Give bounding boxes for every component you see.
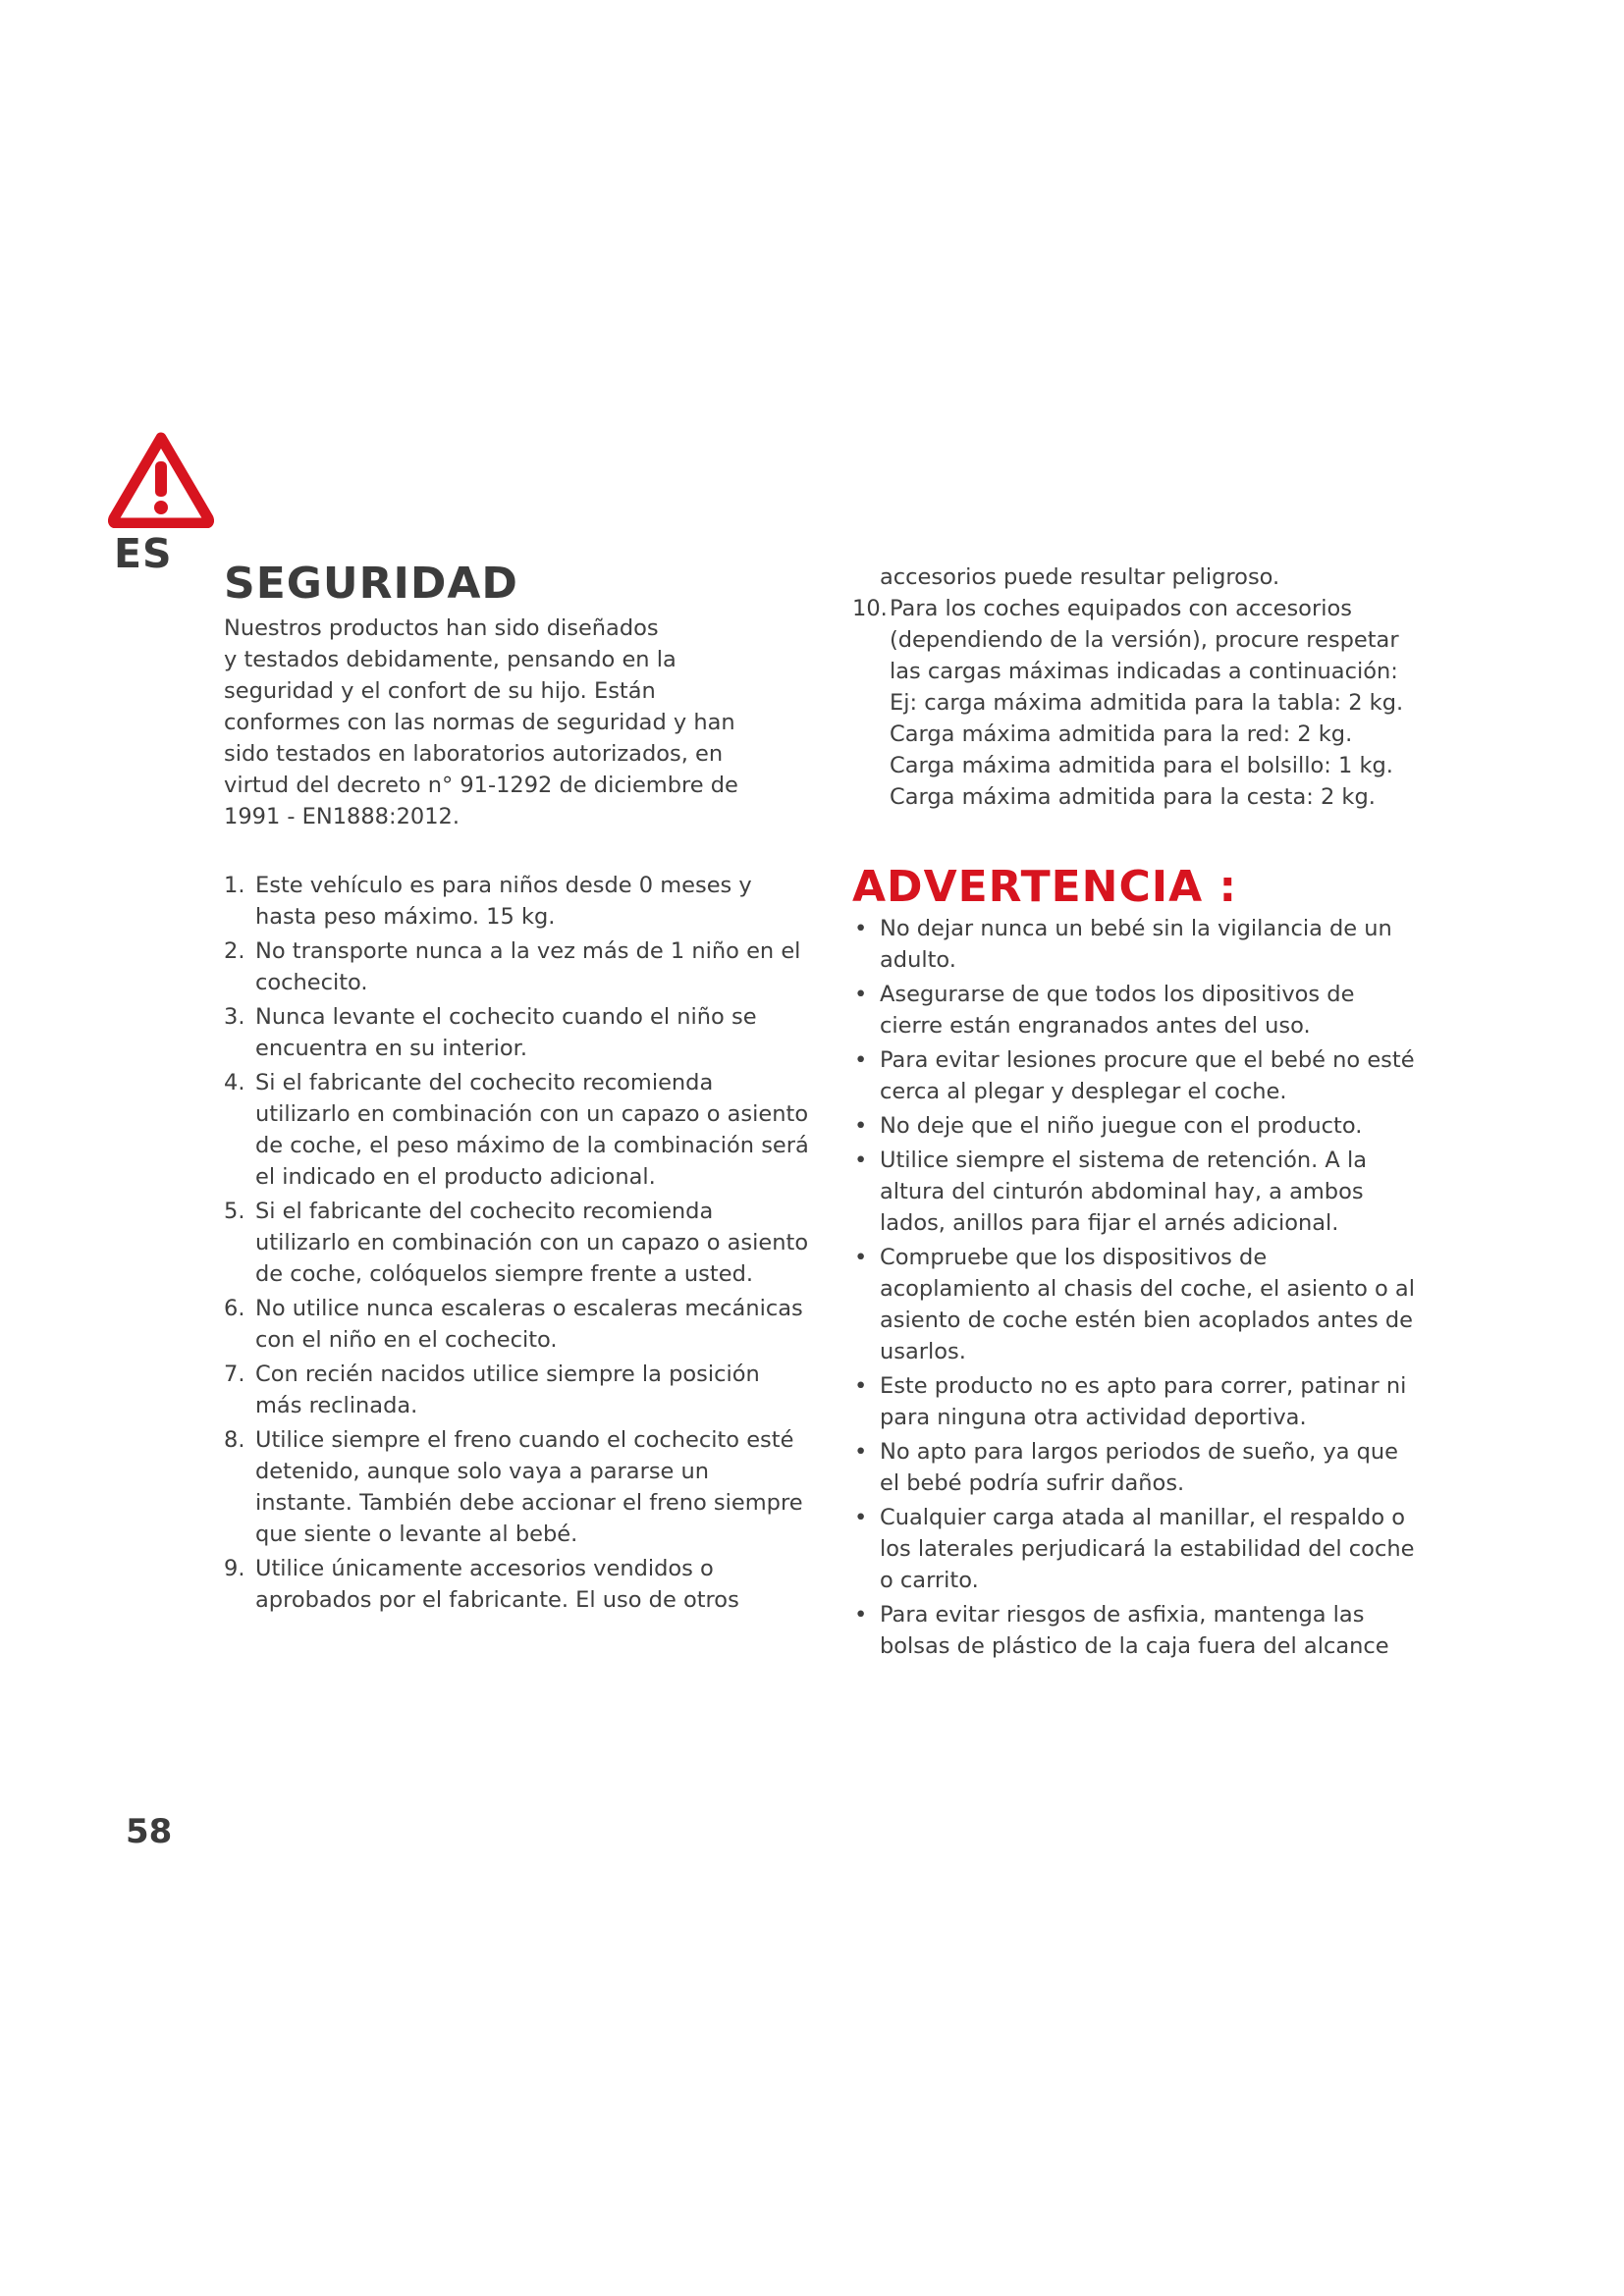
list-item: • Para evitar lesiones procure que el bebé no esté cerca al plegar y desplegar el coche. <box>854 1047 1415 1104</box>
safety-list-continued <box>852 593 1422 813</box>
list-item: 6. No utilice nunca escaleras o escaleras mecánicas con el niño en el cochecito. <box>224 1296 803 1353</box>
safety-title: SEGURIDAD <box>224 559 518 609</box>
intro-line: conformes con las normas de seguridad y han <box>224 710 735 735</box>
list-item: 2. No transporte nunca a la vez más de 1 niño en el cochecito. <box>224 938 801 995</box>
list-item: • Cualquier carga atada al manillar, el respaldo o los laterales perjudicará la estabilidad del coche o carrito. <box>854 1505 1415 1593</box>
item9-continuation: accesorios puede resultar peligroso. <box>880 564 1280 590</box>
list-item: • No apto para largos periodos de sueño, ya que el bebé podría sufrir daños. <box>854 1439 1399 1496</box>
safety-list <box>224 870 813 1616</box>
list-item: 8. Utilice siempre el freno cuando el cochecito esté detenido, aunque solo vaya a pararse un instante. También debe accionar el freno siempre que siente o levante al bebé. <box>224 1427 803 1547</box>
list-item: 1. Este vehículo es para niños desde 0 meses y hasta peso máximo. 15 kg. <box>224 873 752 930</box>
list-item: • Asegurarse de que todos los dipositivos de cierre están engranados antes del uso. <box>854 982 1355 1039</box>
list-item: 9. Utilice únicamente accesorios vendidos o aprobados por el fabricante. El uso de otros <box>224 1556 739 1613</box>
intro-line: virtud del decreto n° 91-1292 de diciembre de <box>224 773 738 798</box>
list-item: • Compruebe que los dispositivos de acoplamiento al chasis del coche, el asiento o al asiento de coche estén bien acoplados antes de usarlos. <box>854 1245 1415 1364</box>
safety-intro <box>224 613 813 832</box>
list-item: 7. Con recién nacidos utilice siempre la posición más reclinada. <box>224 1362 760 1418</box>
list-item: 3. Nunca levante el cochecito cuando el niño se encuentra en su interior. <box>224 1004 757 1061</box>
warning-triangle-icon <box>108 432 214 528</box>
page-number: 58 <box>126 1812 173 1851</box>
intro-line: Nuestros productos han sido diseñados <box>224 615 659 641</box>
list-item: • Utilice siempre el sistema de retención. A la altura del cinturón abdominal hay, a ambos lados, anillos para fijar el arnés adicional. <box>854 1148 1367 1236</box>
list-item: • Para evitar riesgos de asfixia, mantenga las bolsas de plástico de la caja fuera del alcance <box>854 1602 1389 1659</box>
list-item: • Este producto no es apto para correr, patinar ni para ninguna otra actividad deportiva. <box>854 1373 1407 1430</box>
warning-list <box>852 913 1422 1662</box>
language-code: ES <box>114 530 173 577</box>
warning-title: ADVERTENCIA : <box>852 862 1238 912</box>
left-column <box>224 560 813 1619</box>
intro-line: y testados debidamente, pensando en la <box>224 647 677 672</box>
intro-line: 1991 - EN1888:2012. <box>224 804 460 829</box>
intro-line: sido testados en laboratorios autorizados, en <box>224 741 724 767</box>
list-item: 10. Para los coches equipados con accesorios (dependiendo de la versión), procure respetar las cargas máximas indicadas a continuación: Ej: carga máxima admitida para la tabla: 2 kg. Carga máxima admitida para la red: 2 kg. Carga máxima admitida para el bolsillo: 1 kg. Carga máxima admitida para la cesta: 2 kg. <box>852 596 1404 810</box>
right-column <box>852 561 1422 1665</box>
intro-line: seguridad y el confort de su hijo. Están <box>224 678 656 704</box>
list-item: 4. Si el fabricante del cochecito recomienda utilizarlo en combinación con un capazo o asiento de coche, el peso máximo de la combinación será el indicado en el producto adicional. <box>224 1070 809 1190</box>
list-item: 5. Si el fabricante del cochecito recomienda utilizarlo en combinación con un capazo o asiento de coche, colóquelos siempre frente a usted. <box>224 1199 809 1287</box>
list-item: • No deje que el niño juegue con el producto. <box>854 1113 1363 1139</box>
list-item: • No dejar nunca un bebé sin la vigilancia de un adulto. <box>854 916 1392 973</box>
